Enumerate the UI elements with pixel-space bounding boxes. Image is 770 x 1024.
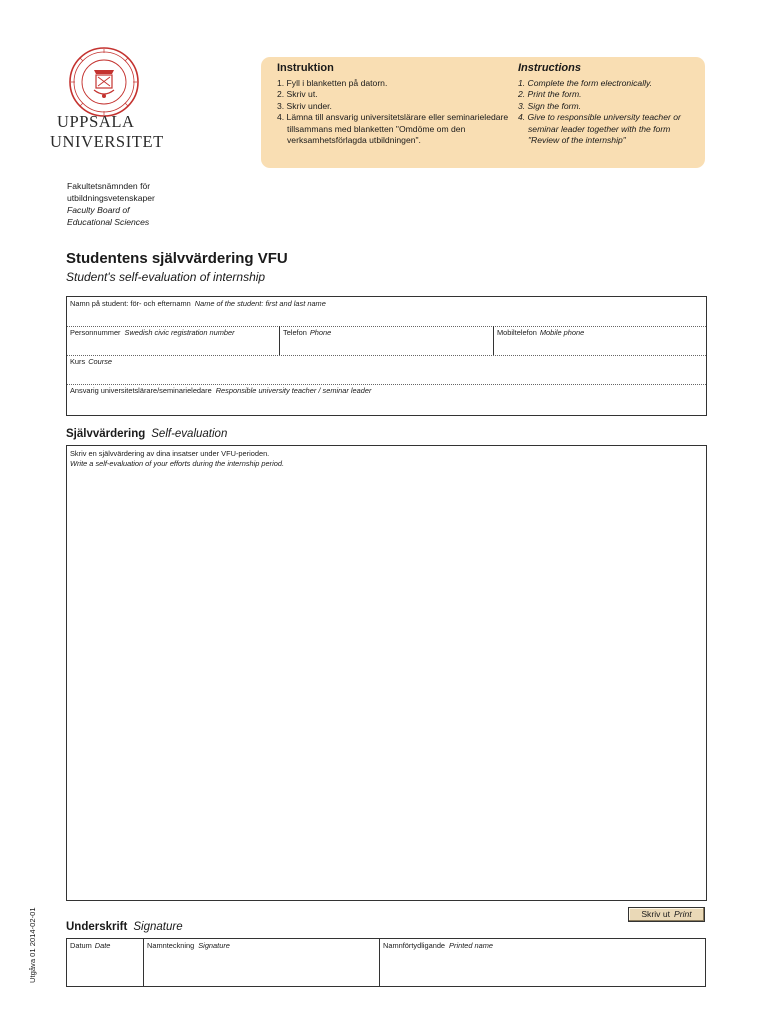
signature-field[interactable]: Namnteckning Signature: [147, 941, 230, 950]
instruction-step: 3. Sign the form.: [518, 100, 582, 111]
student-name-field[interactable]: [67, 297, 706, 327]
instructions-panel: [261, 57, 705, 168]
teacher-field[interactable]: [67, 384, 706, 415]
pnr-field[interactable]: Personnummer Swedish civic registration number: [70, 328, 235, 337]
student-info-form: [66, 296, 707, 416]
instruction-step: 2. Skriv ut.: [277, 89, 318, 99]
divider: [493, 326, 494, 355]
self-evaluation-prompt: Skriv en självvärdering av dina insatser under VFU-perioden. Write a self-evaluation of your efforts during the internship period.: [70, 449, 285, 468]
divider: [379, 939, 380, 986]
instruction-step: 4. Give to responsible university teacher or seminar leader together with the form "Review of the internship": [518, 112, 681, 145]
form-subtitle: Student's self-evaluation of internship: [66, 270, 266, 284]
instruction-step: 2. Print the form.: [518, 89, 582, 99]
instructions-heading-sv: Instruktion: [277, 62, 334, 74]
edition-label: Utgåva 01 2014-02-01: [28, 907, 37, 983]
mobile-field[interactable]: Mobiltelefon Mobile phone: [497, 328, 585, 337]
faculty-en-line2: Educational Sciences: [67, 217, 150, 227]
printed-name-field[interactable]: Namnförtydligande Printed name: [383, 941, 494, 950]
self-evaluation-heading: Självvärdering Self-evaluation: [66, 428, 228, 440]
date-field[interactable]: Datum Date: [70, 941, 111, 950]
instruction-step: 1. Fyll i blanketten på datorn.: [277, 77, 388, 88]
university-name: [50, 112, 170, 152]
instruction-step: 1. Complete the form electronically.: [518, 77, 653, 88]
print-button[interactable]: Skriv ut Print: [628, 907, 705, 922]
university-name-line2: UNIVERSITET: [50, 132, 164, 151]
university-seal-logo: [68, 46, 140, 118]
instruction-step: 3. Skriv under.: [277, 100, 332, 111]
form-title: Studentens självvärdering VFU: [66, 250, 288, 267]
field-label: Ansvarig universitetslärare/seminarieledare Responsible university teacher / seminar leader: [70, 386, 372, 395]
faculty-en-line1: Faculty Board of: [67, 205, 130, 215]
faculty-sv-line1: Fakultetsnämnden för: [67, 181, 151, 191]
signature-heading: Underskrift Signature: [66, 921, 183, 933]
self-evaluation-textarea[interactable]: [66, 445, 707, 901]
contact-row: [67, 326, 706, 356]
divider: [143, 939, 144, 986]
field-label: Namn på student: för- och efternamn Name of the student: first and last name: [70, 299, 326, 308]
university-name-line1: UPPSALA: [57, 112, 135, 131]
field-label: Kurs Course: [70, 357, 113, 366]
course-field[interactable]: [67, 355, 706, 385]
instructions-swedish: [277, 63, 517, 147]
phone-field[interactable]: Telefon Phone: [283, 328, 332, 337]
faculty-board: [67, 180, 155, 228]
instruction-step: 4. Lämna till ansvarig universitetslärare eller seminarieledare tillsammans med blanketten "Omdöme om den verksamhetsförlagda utbildningen".: [277, 112, 509, 145]
divider: [279, 326, 280, 355]
signature-form: [66, 938, 706, 987]
instructions-english: [518, 63, 703, 147]
faculty-sv-line2: utbildningsvetenskaper: [67, 193, 155, 203]
instructions-heading-en: Instructions: [518, 62, 581, 74]
